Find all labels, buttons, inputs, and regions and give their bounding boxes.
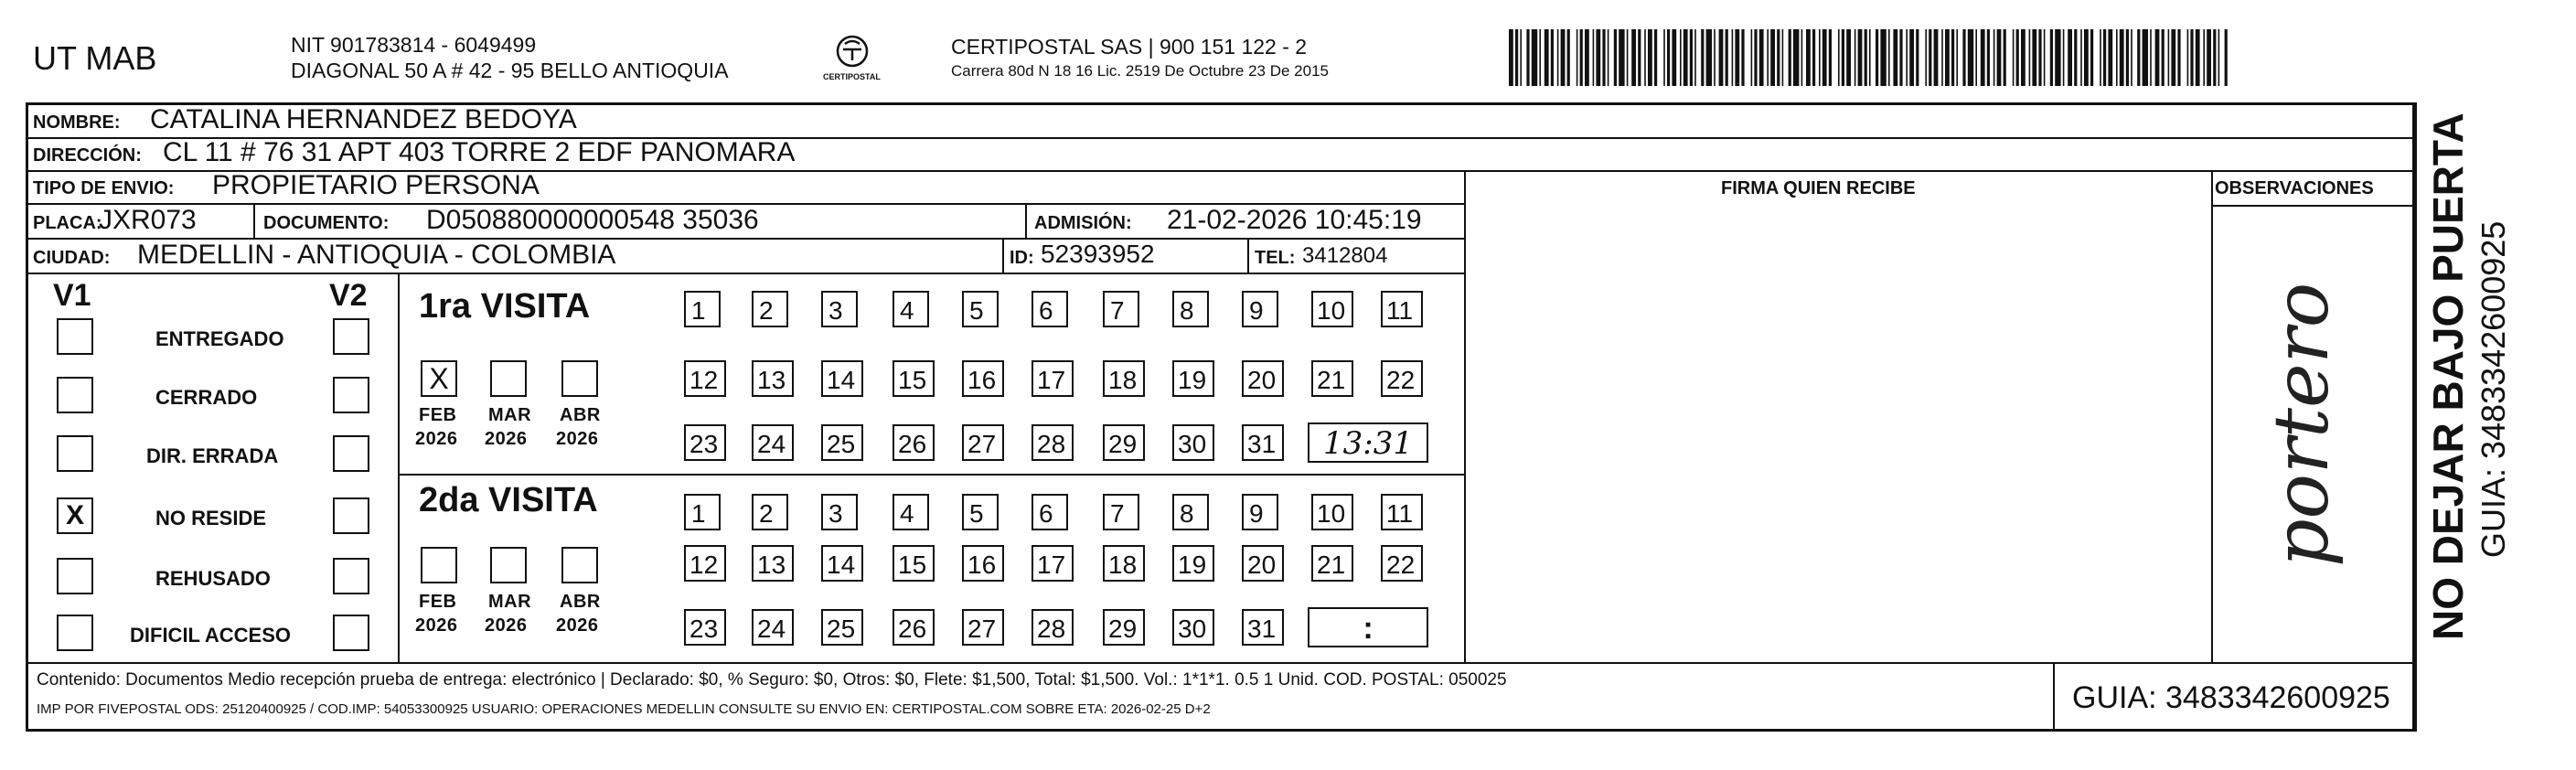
day-box[interactable]: 14 (821, 545, 863, 582)
nit-line: NIT 901783814 - 6049499 (291, 33, 537, 57)
footer-guia: GUIA: 3483342600925 (2072, 680, 2390, 715)
certipostal-line2: Carrera 80d N 18 16 Lic. 2519 De Octubre 23 De 2015 (951, 62, 1329, 80)
barcode-icon (1507, 29, 2233, 86)
day-box[interactable]: 10 (1311, 494, 1353, 530)
day-box[interactable]: 25 (821, 609, 863, 646)
day-box[interactable]: 5 (962, 291, 999, 327)
firma-label: FIRMA QUIEN RECIBE (1721, 178, 1916, 198)
month-label: ABR (560, 405, 601, 425)
v1-label: V1 (53, 278, 91, 313)
day-box[interactable]: 25 (821, 424, 863, 461)
placa-value: JXR073 (99, 205, 197, 235)
status-label: NO RESIDE (155, 507, 267, 529)
day-box[interactable]: 22 (1381, 545, 1423, 582)
day-box[interactable]: 18 (1103, 360, 1145, 397)
address-line: DIAGONAL 50 A # 42 - 95 BELLO ANTIOQUIA (291, 59, 729, 82)
ciudad-value: MEDELLIN - ANTIOQUIA - COLOMBIA (137, 240, 616, 270)
visit2-title: 2da VISITA (419, 481, 598, 519)
month-label: FEB (419, 405, 457, 425)
time-field[interactable]: : (1308, 607, 1428, 647)
day-box[interactable]: 29 (1103, 424, 1145, 461)
nombre-value: CATALINA HERNANDEZ BEDOYA (150, 104, 577, 134)
v2-checkbox[interactable] (333, 497, 369, 534)
day-box[interactable]: 14 (821, 360, 863, 397)
day-box[interactable]: 9 (1242, 494, 1278, 530)
v2-checkbox[interactable] (333, 377, 369, 413)
day-box[interactable]: 2 (752, 494, 788, 530)
v2-label: V2 (329, 278, 368, 313)
day-box[interactable]: 21 (1311, 360, 1353, 397)
footer-line2: IMP POR FIVEPOSTAL ODS: 25120400925 / COD.IMP: 54053300925 USUARIO: OPERACIONES MEDELLIN CONSULTE SU ENVIO EN: CERTIPOSTAL.COM SOBRE ETA: 2026-02-25 D+2 (37, 701, 1211, 717)
barcode (1507, 29, 2233, 86)
v2-checkbox[interactable] (333, 318, 369, 355)
day-box[interactable]: 13 (752, 545, 794, 582)
day-box[interactable]: 21 (1311, 545, 1353, 582)
company-name: UT MAB (33, 39, 157, 77)
day-box[interactable]: 29 (1103, 609, 1145, 646)
v2-checkbox[interactable] (333, 435, 369, 472)
tel-value: 3412804 (1302, 243, 1388, 268)
day-box[interactable]: 9 (1242, 291, 1278, 327)
day-box[interactable]: 17 (1031, 360, 1074, 397)
observaciones-handwriting: portero (2259, 282, 2346, 567)
year-label: 2026 (485, 429, 528, 449)
day-box[interactable]: 24 (752, 609, 794, 646)
day-box[interactable]: 26 (893, 424, 935, 461)
status-label: REHUSADO (155, 567, 271, 590)
observaciones-label: OBSERVACIONES (2215, 178, 2374, 198)
month-checkbox[interactable] (421, 547, 457, 583)
day-box[interactable]: 8 (1172, 291, 1209, 327)
day-box[interactable]: 19 (1172, 360, 1214, 397)
day-box[interactable]: 7 (1103, 291, 1139, 327)
certipostal-logo (823, 33, 881, 88)
time-field[interactable]: 13:31 (1308, 422, 1428, 463)
day-box[interactable]: 24 (752, 424, 794, 461)
day-box[interactable]: 31 (1242, 609, 1284, 646)
month-label: FEB (419, 592, 457, 612)
v1-checkbox[interactable] (57, 558, 93, 594)
documento-label: DOCUMENTO: (263, 213, 390, 233)
day-box[interactable]: 23 (684, 424, 726, 461)
day-box[interactable]: 7 (1103, 494, 1139, 530)
day-box[interactable]: 18 (1103, 545, 1145, 582)
day-box[interactable]: 6 (1031, 291, 1068, 327)
footer-line1: Contenido: Documentos Medio recepción prueba de entrega: electrónico | Declarado: $0, % Seguro: $0, Otros: $0, Flete: $1,500, Total: $1,500. Vol.: 1*1*1. 0.5 1 Unid. COD. POSTAL: 050025 (37, 670, 1507, 690)
day-box[interactable]: 4 (893, 494, 929, 530)
day-box[interactable]: 2 (752, 291, 788, 327)
year-label: 2026 (556, 429, 599, 449)
v2-checkbox[interactable] (333, 615, 369, 651)
side-warning: NO DEJAR BAJO PUERTA (2424, 112, 2472, 640)
day-box[interactable]: 15 (893, 545, 935, 582)
day-box[interactable]: 5 (962, 494, 999, 530)
day-box[interactable]: 13 (752, 360, 794, 397)
day-box[interactable]: 12 (684, 360, 726, 397)
ciudad-label: CIUDAD: (33, 248, 111, 268)
tel-label: TEL: (1255, 248, 1296, 268)
year-label: 2026 (415, 429, 458, 449)
day-box[interactable]: 3 (821, 291, 858, 327)
month-checkbox[interactable] (561, 360, 598, 397)
day-box[interactable]: 23 (684, 609, 726, 646)
month-label: ABR (560, 592, 601, 612)
day-box[interactable]: 15 (893, 360, 935, 397)
id-label: ID: (1010, 248, 1034, 268)
month-checkbox[interactable] (490, 547, 527, 583)
day-box[interactable]: 20 (1242, 360, 1284, 397)
v1-checkbox[interactable] (57, 435, 93, 472)
year-label: 2026 (556, 615, 599, 636)
month-label: MAR (488, 405, 532, 425)
day-box[interactable]: 30 (1172, 609, 1214, 646)
month-checkbox[interactable] (561, 547, 598, 583)
v1-checkbox[interactable] (57, 318, 93, 355)
status-label: DIFICIL ACCESO (130, 624, 292, 647)
day-box[interactable]: 12 (684, 545, 726, 582)
day-box[interactable]: 11 (1381, 494, 1423, 530)
day-box[interactable]: 8 (1172, 494, 1209, 530)
day-box[interactable]: 11 (1381, 291, 1423, 327)
v1-checkbox[interactable]: X (57, 497, 93, 534)
month-label: MAR (488, 592, 532, 612)
year-label: 2026 (415, 615, 458, 636)
nombre-label: NOMBRE: (33, 112, 121, 133)
day-box[interactable]: 1 (684, 494, 721, 530)
placa-label: PLACA: (33, 213, 102, 233)
day-box[interactable]: 30 (1172, 424, 1214, 461)
day-box[interactable]: 27 (962, 609, 1004, 646)
month-checkbox[interactable] (490, 360, 527, 397)
tipo-envio-value: PROPIETARIO PERSONA (212, 170, 540, 200)
v1-checkbox[interactable] (57, 377, 93, 413)
tipo-envio-label: TIPO DE ENVIO: (33, 178, 175, 198)
day-box[interactable]: 31 (1242, 424, 1284, 461)
day-box[interactable]: 20 (1242, 545, 1284, 582)
side-guia: GUIA: 3483342600925 (2474, 220, 2512, 558)
day-box[interactable]: 19 (1172, 545, 1214, 582)
status-label: CERRADO (155, 386, 258, 409)
direccion-value: CL 11 # 76 31 APT 403 TORRE 2 EDF PANOMARA (163, 137, 796, 167)
day-box[interactable]: 16 (962, 545, 1004, 582)
v1-checkbox[interactable] (57, 615, 93, 651)
direccion-label: DIRECCIÓN: (33, 145, 142, 166)
status-label: ENTREGADO (155, 327, 284, 350)
admision-label: ADMISIÓN: (1034, 213, 1132, 233)
certipostal-line1: CERTIPOSTAL SAS | 900 151 122 - 2 (951, 35, 1308, 59)
day-box[interactable]: 27 (962, 424, 1004, 461)
id-value: 52393952 (1041, 240, 1155, 268)
day-box[interactable]: 28 (1031, 609, 1074, 646)
day-box[interactable]: 16 (962, 360, 1004, 397)
day-box[interactable]: 10 (1311, 291, 1353, 327)
day-box[interactable]: 3 (821, 494, 858, 530)
v2-checkbox[interactable] (333, 558, 369, 594)
documento-value: D050880000000548 35036 (426, 205, 759, 235)
status-label: DIR. ERRADA (146, 444, 279, 467)
admision-value: 21-02-2026 10:45:19 (1167, 205, 1422, 235)
day-box[interactable]: 26 (893, 609, 935, 646)
day-box[interactable]: 17 (1031, 545, 1074, 582)
day-box[interactable]: 28 (1031, 424, 1074, 461)
year-label: 2026 (485, 615, 528, 636)
month-checkbox[interactable]: X (421, 360, 457, 397)
day-box[interactable]: 4 (893, 291, 929, 327)
day-box[interactable]: 1 (684, 291, 721, 327)
visit1-title: 1ra VISITA (419, 287, 591, 326)
logo-text: CERTIPOSTAL (823, 72, 881, 81)
day-box[interactable]: 22 (1381, 360, 1423, 397)
day-box[interactable]: 6 (1031, 494, 1068, 530)
